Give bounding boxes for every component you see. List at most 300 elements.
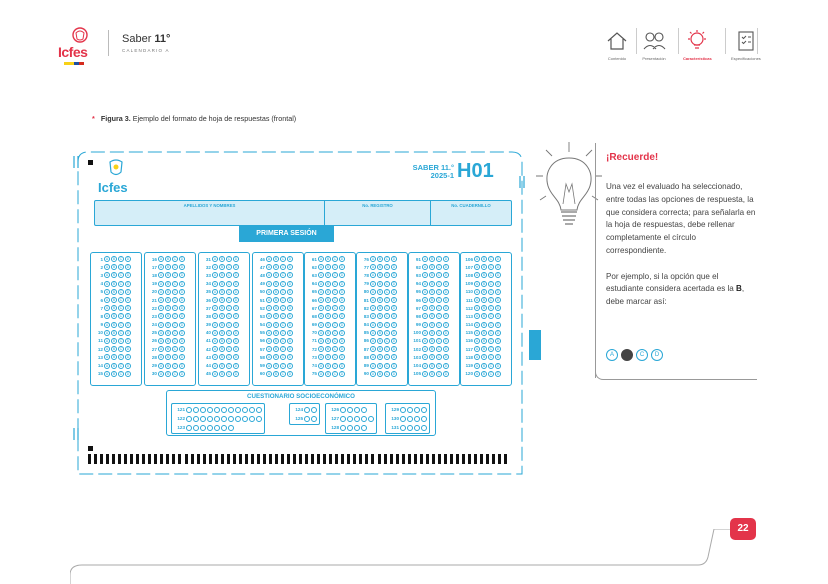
question-number: 36 (205, 297, 211, 303)
answer-bubble: A (475, 273, 479, 278)
answer-row (463, 353, 509, 361)
answer-bubble: A (213, 273, 217, 278)
answer-bubble (214, 416, 220, 422)
answer-row (93, 329, 139, 337)
question-number: 118 (465, 354, 473, 360)
question-number: 48 (259, 272, 265, 278)
answer-row (463, 271, 509, 279)
answer-bubble: B (166, 257, 170, 262)
field-registro: No. REGISTRO (325, 201, 431, 225)
answer-bubble: B (274, 273, 278, 278)
answer-bubble (407, 425, 413, 431)
question-number: 119 (465, 363, 473, 369)
question-number: 13 (97, 354, 103, 360)
answer-bubble: C (333, 314, 337, 319)
title-bold: 11° (154, 33, 171, 45)
question-number: 91 (415, 256, 421, 262)
timing-mark (365, 454, 368, 464)
answer-row (255, 361, 301, 369)
answer-bubble: C (437, 355, 441, 360)
answer-row (463, 280, 509, 288)
answer-bubble: C (385, 298, 389, 303)
answer-bubble: C (227, 289, 231, 294)
answer-bubble: B (326, 338, 330, 343)
answer-bubble: A (423, 306, 427, 311)
answer-bubble: A (423, 289, 427, 294)
answer-bubble: C (227, 322, 231, 327)
answer-bubble: C (173, 330, 177, 335)
answer-bubble: C (281, 338, 285, 343)
answer-bubble: D (288, 306, 292, 311)
answer-bubble (207, 425, 213, 431)
nav-divider (757, 28, 758, 54)
bubble-d: D (651, 349, 663, 361)
timing-mark (275, 454, 278, 464)
answer-bubble: C (333, 363, 337, 368)
answer-bubble (228, 425, 234, 431)
bubble-b-filled (621, 349, 633, 361)
answer-bubble: A (267, 289, 271, 294)
answer-bubble: C (489, 338, 493, 343)
answer-bubble: A (423, 281, 427, 286)
answer-bubble: A (213, 265, 217, 270)
answer-bubble: B (220, 330, 224, 335)
answer-row (201, 280, 247, 288)
answer-bubble: A (105, 298, 109, 303)
answer-bubble: D (234, 322, 238, 327)
timing-mark (178, 454, 181, 464)
question-number: 125 (295, 416, 303, 421)
question-number: 38 (205, 313, 211, 319)
timing-mark (257, 454, 260, 464)
answer-bubble: A (319, 257, 323, 262)
answer-bubble: A (267, 355, 271, 360)
answer-bubble: D (126, 355, 130, 360)
answer-bubble: C (489, 257, 493, 262)
answer-bubble: A (319, 330, 323, 335)
answer-bubble (340, 416, 346, 422)
question-number: 19 (151, 281, 157, 287)
answer-bubble: B (274, 363, 278, 368)
answer-bubble: B (430, 314, 434, 319)
answer-bubble: B (482, 330, 486, 335)
question-number: 94 (415, 281, 421, 287)
answer-bubble (361, 425, 367, 431)
question-number: 75 (311, 371, 317, 377)
answer-bubble: D (444, 347, 448, 352)
question-number: 63 (311, 272, 317, 278)
sheet-side-tab (529, 330, 541, 360)
socio-title: CUESTIONARIO SOCIOECONÓMICO (247, 393, 355, 400)
answer-row (147, 255, 193, 263)
question-number: 122 (177, 416, 185, 421)
answer-bubble: D (392, 273, 396, 278)
answer-bubble: B (482, 273, 486, 278)
answer-bubble: C (119, 322, 123, 327)
answer-row (255, 312, 301, 320)
answer-bubble: C (333, 257, 337, 262)
answer-bubble: A (423, 355, 427, 360)
answer-bubble: B (112, 289, 116, 294)
answer-bubble: C (385, 265, 389, 270)
answer-bubble: A (475, 330, 479, 335)
socio-row (387, 414, 428, 423)
answer-bubble: B (112, 322, 116, 327)
answer-bubble: C (119, 338, 123, 343)
question-number: 84 (363, 322, 369, 328)
answer-bubble (207, 416, 213, 422)
answer-bubble: A (267, 306, 271, 311)
answer-bubble: C (489, 322, 493, 327)
timing-mark (329, 454, 332, 464)
answer-bubble: D (444, 330, 448, 335)
answer-row (411, 370, 457, 378)
answer-bubble: B (274, 371, 278, 376)
answer-bubble: D (392, 298, 396, 303)
answer-bubble: C (173, 281, 177, 286)
answer-bubble: C (173, 298, 177, 303)
answer-row (411, 296, 457, 304)
timing-mark (462, 454, 465, 464)
answer-bubble: C (281, 273, 285, 278)
question-number: 51 (259, 297, 265, 303)
answer-bubble: C (227, 338, 231, 343)
answer-bubble: D (234, 314, 238, 319)
timing-mark (191, 454, 194, 464)
answer-bubble: A (159, 257, 163, 262)
answer-bubble: A (475, 338, 479, 343)
question-number: 95 (415, 289, 421, 295)
question-number: 104 (413, 363, 421, 369)
socioeconomic-box (166, 390, 436, 436)
answer-block (356, 252, 408, 386)
answer-bubble: B (430, 330, 434, 335)
answer-bubble: B (220, 289, 224, 294)
answer-bubble (340, 407, 346, 413)
timing-mark (287, 454, 290, 464)
answer-row (255, 345, 301, 353)
answer-bubble: C (489, 355, 493, 360)
answer-bubble (228, 407, 234, 413)
answer-bubble: B (430, 355, 434, 360)
answer-bubble: B (378, 371, 382, 376)
question-number: 123 (177, 425, 185, 430)
answer-bubble: A (319, 355, 323, 360)
timing-mark (426, 454, 429, 464)
answer-bubble (400, 425, 406, 431)
question-number: 23 (151, 313, 157, 319)
answer-bubble: D (496, 273, 500, 278)
answer-bubble: B (430, 363, 434, 368)
answer-bubble: A (371, 265, 375, 270)
timing-mark (347, 454, 350, 464)
question-number: 11 (98, 338, 103, 344)
answer-bubble: D (496, 314, 500, 319)
answer-bubble: D (234, 363, 238, 368)
answer-bubble: C (281, 306, 285, 311)
answer-bubble: D (126, 273, 130, 278)
answer-bubble: A (319, 338, 323, 343)
timing-mark (239, 454, 242, 464)
answer-row (255, 304, 301, 312)
answer-row (201, 345, 247, 353)
answer-row (255, 288, 301, 296)
answer-bubble: C (333, 265, 337, 270)
timing-mark (269, 454, 272, 464)
answer-bubble (193, 425, 199, 431)
answer-bubble (407, 416, 413, 422)
answer-bubble: C (119, 265, 123, 270)
answer-bubble: C (489, 314, 493, 319)
timing-mark (203, 454, 206, 464)
answer-bubble: C (119, 289, 123, 294)
answer-row (147, 329, 193, 337)
registration-mark (88, 160, 93, 165)
answer-bubble: A (475, 347, 479, 352)
question-number: 72 (311, 346, 317, 352)
timing-mark (88, 454, 91, 464)
question-number: 129 (391, 407, 399, 412)
answer-bubble: D (126, 363, 130, 368)
question-number: 116 (465, 338, 473, 344)
nav-presentacion[interactable] (641, 28, 667, 68)
answer-bubble: A (371, 306, 375, 311)
answer-bubble: C (333, 330, 337, 335)
question-number: 40 (205, 330, 211, 336)
answer-bubble: D (234, 273, 238, 278)
caption-label: Figura 3. (100, 114, 131, 123)
answer-bubble (414, 407, 420, 413)
answer-bubble: A (475, 355, 479, 360)
question-number: 10 (97, 330, 103, 336)
answer-bubble: A (159, 338, 163, 343)
answer-bubble: B (430, 257, 434, 262)
question-number: 107 (465, 264, 473, 270)
timing-mark (408, 454, 411, 464)
answer-bubble: C (385, 371, 389, 376)
answer-row (359, 280, 405, 288)
answer-bubble: A (371, 322, 375, 327)
answer-bubble: B (482, 338, 486, 343)
answer-row (255, 337, 301, 345)
answer-bubble: D (496, 281, 500, 286)
answer-bubble (304, 416, 310, 422)
timing-mark (94, 454, 97, 464)
field-names: APELLIDOS Y NOMBRES (95, 201, 325, 225)
answer-bubble: B (482, 257, 486, 262)
answer-bubble: C (173, 371, 177, 376)
question-number: 83 (363, 313, 369, 319)
answer-bubble: D (234, 330, 238, 335)
answer-row (201, 337, 247, 345)
answer-bubble: B (274, 257, 278, 262)
answer-bubble: B (166, 363, 170, 368)
callout-paragraph-2 (606, 271, 756, 309)
answer-bubble: D (234, 265, 238, 270)
answer-bubble: C (119, 371, 123, 376)
nav-divider (636, 28, 637, 54)
answer-bubble: C (119, 314, 123, 319)
timing-mark (281, 454, 284, 464)
answer-row (255, 255, 301, 263)
answer-bubble: D (180, 306, 184, 311)
answer-bubble (354, 416, 360, 422)
answer-bubble: B (166, 330, 170, 335)
timing-mark (118, 454, 121, 464)
answer-bubble: A (371, 281, 375, 286)
answer-bubble: C (333, 338, 337, 343)
answer-row (463, 361, 509, 369)
answer-bubble: A (475, 371, 479, 376)
answer-bubble: C (227, 273, 231, 278)
answer-bubble: C (227, 347, 231, 352)
answer-bubble: D (340, 322, 344, 327)
question-number: 69 (311, 322, 317, 328)
answer-bubble: C (333, 371, 337, 376)
answer-bubble: B (166, 314, 170, 319)
answer-bubble: C (227, 281, 231, 286)
answer-bubble: A (267, 298, 271, 303)
answer-bubble: B (326, 314, 330, 319)
answer-bubble: D (496, 322, 500, 327)
checklist-icon (733, 28, 759, 54)
answer-block (90, 252, 142, 386)
answer-bubble: C (281, 363, 285, 368)
answer-bubble: A (159, 289, 163, 294)
question-number: 126 (331, 407, 339, 412)
answer-row (307, 353, 353, 361)
answer-bubble: B (378, 355, 382, 360)
answer-bubble: D (444, 281, 448, 286)
answer-bubble: C (385, 314, 389, 319)
answer-bubble: B (220, 273, 224, 278)
answer-row (359, 263, 405, 271)
answer-bubble: D (180, 281, 184, 286)
question-number: 17 (151, 264, 157, 270)
timing-mark (185, 454, 188, 464)
question-number: 85 (363, 330, 369, 336)
colombia-flag-stripe (64, 62, 84, 65)
answer-bubble: B (166, 298, 170, 303)
nav-caracteristicas[interactable] (683, 28, 712, 68)
answer-bubble: D (444, 265, 448, 270)
question-number: 74 (311, 363, 317, 369)
timing-mark (468, 454, 471, 464)
answer-row (147, 263, 193, 271)
answer-bubble (200, 416, 206, 422)
timing-mark (323, 454, 326, 464)
answer-bubble: B (166, 289, 170, 294)
answer-row (147, 304, 193, 312)
answer-bubble: B (326, 322, 330, 327)
answer-bubble (421, 407, 427, 413)
answer-bubble: D (444, 338, 448, 343)
question-number: 101 (413, 338, 421, 344)
answer-row (147, 312, 193, 320)
answer-bubble: C (489, 298, 493, 303)
answer-bubble: B (482, 298, 486, 303)
answer-bubble: B (112, 298, 116, 303)
bubble-a: A (606, 349, 618, 361)
socio-row (291, 405, 318, 414)
question-number: 128 (331, 425, 339, 430)
answer-bubble: D (340, 257, 344, 262)
answer-row (93, 304, 139, 312)
answer-bubble: C (281, 298, 285, 303)
callout-p2-end: , debe marcar así: (606, 284, 745, 307)
answer-bubble: A (213, 289, 217, 294)
answer-bubble: C (281, 371, 285, 376)
answer-bubble: D (392, 330, 396, 335)
answer-row (201, 304, 247, 312)
answer-row (411, 280, 457, 288)
answer-row (255, 296, 301, 304)
question-number: 27 (151, 346, 157, 352)
answer-bubble: B (326, 257, 330, 262)
answer-bubble: A (423, 338, 427, 343)
answer-bubble: D (180, 273, 184, 278)
answer-bubble: D (288, 298, 292, 303)
answer-row (147, 345, 193, 353)
answer-bubble: D (340, 281, 344, 286)
answer-bubble (414, 416, 420, 422)
answer-bubble: A (475, 265, 479, 270)
answer-bubble: B (430, 338, 434, 343)
question-number: 73 (311, 354, 317, 360)
answer-row (463, 288, 509, 296)
answer-bubble: B (430, 273, 434, 278)
answer-bubble (361, 416, 367, 422)
question-number: 124 (295, 407, 303, 412)
question-number: 62 (311, 264, 317, 270)
answer-bubble: D (180, 363, 184, 368)
answer-bubble (228, 416, 234, 422)
answer-bubble: A (267, 338, 271, 343)
nav-contenido[interactable] (604, 28, 630, 68)
answer-bubble: C (437, 338, 441, 343)
answer-bubble: C (119, 347, 123, 352)
answer-bubble: C (437, 306, 441, 311)
answer-bubble: D (288, 281, 292, 286)
answer-bubble: B (378, 281, 382, 286)
answer-bubble: A (423, 273, 427, 278)
answer-bubble: C (173, 273, 177, 278)
answer-bubble: B (112, 257, 116, 262)
answer-bubble: D (126, 338, 130, 343)
answer-bubble: D (180, 322, 184, 327)
answer-bubble: D (288, 273, 292, 278)
answer-bubble (200, 407, 206, 413)
answer-bubble: A (105, 355, 109, 360)
question-number: 97 (415, 305, 421, 311)
answer-bubble: A (319, 314, 323, 319)
answer-bubble (221, 407, 227, 413)
answer-row (307, 263, 353, 271)
timing-mark (492, 454, 495, 464)
answer-bubble: B (326, 298, 330, 303)
timing-mark (263, 454, 266, 464)
lightbulb-icon (536, 140, 602, 242)
question-number: 5 (100, 289, 103, 295)
answer-bubble: C (173, 314, 177, 319)
answer-bubble: B (326, 330, 330, 335)
question-number: 12 (97, 346, 103, 352)
answer-row (255, 321, 301, 329)
answer-row (463, 263, 509, 271)
answer-bubble: C (437, 371, 441, 376)
timing-mark (353, 454, 356, 464)
socio-row (327, 405, 375, 414)
